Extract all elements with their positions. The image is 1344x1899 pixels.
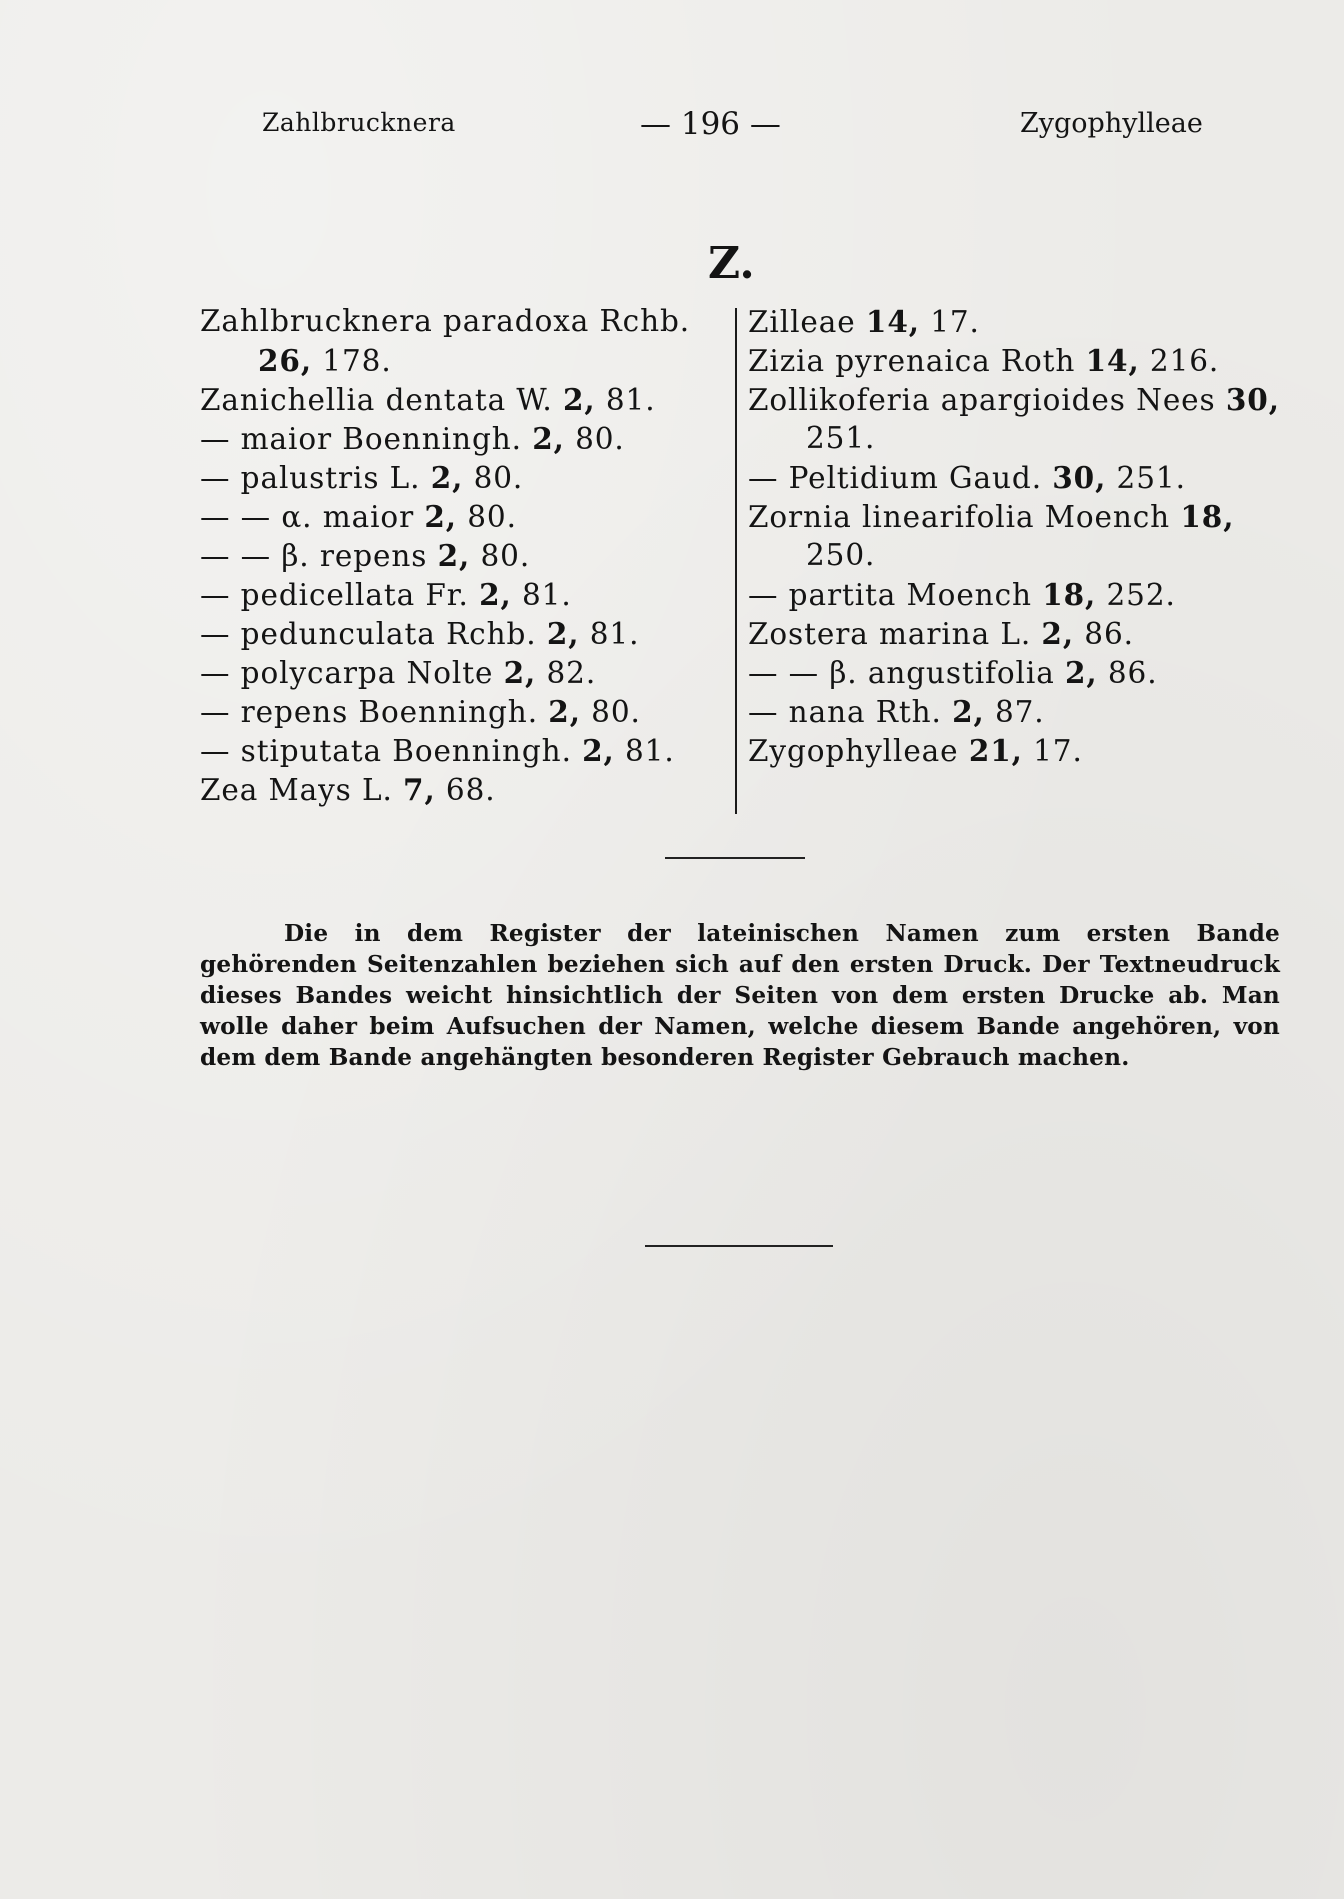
column-divider: [735, 308, 737, 814]
page-number: — 196 —: [640, 106, 781, 142]
index-entry: Zygophylleae 21, 17.: [748, 733, 1083, 768]
index-entry: — pedicellata Fr. 2, 81.: [200, 577, 572, 612]
index-entry: 251.: [806, 421, 876, 455]
index-entry: Zostera marina L. 2, 86.: [748, 616, 1134, 651]
index-entry: 250.: [806, 538, 876, 572]
running-header: [0, 108, 1344, 148]
index-entry: — repens Boenningh. 2, 80.: [200, 694, 641, 729]
index-column-right: [748, 302, 1280, 770]
index-entry: — Peltidium Gaud. 30, 251.: [748, 460, 1186, 495]
index-entry: Zanichellia dentata W. 2, 81.: [200, 382, 656, 417]
index-entry: Zollikoferia apargioides Nees 30,: [748, 382, 1280, 417]
index-entry: — palustris L. 2, 80.: [200, 460, 524, 495]
header-right-catchword: Zygophylleae: [1020, 108, 1203, 139]
index-entry: — pedunculata Rchb. 2, 81.: [200, 616, 640, 651]
index-entry: — polycarpa Nolte 2, 82.: [200, 655, 597, 690]
index-entry: — maior Boenningh. 2, 80.: [200, 421, 625, 456]
index-entry: — partita Moench 18, 252.: [748, 577, 1176, 612]
end-rule: [645, 1245, 833, 1247]
index-entry: 26, 178.: [258, 343, 392, 378]
index-entry: Zea Mays L. 7, 68.: [200, 772, 496, 807]
index-entry: Zornia linearifolia Moench 18,: [748, 499, 1235, 534]
footnote-paragraph: Die in dem Register der lateinischen Namen zum ersten Bande gehörenden Seitenzahlen beziehen sich auf den ersten Druck. Der Textneudruck dieses Bandes weicht hinsichtlich der Seiten von dem ersten Drucke ab. Man wolle daher beim Aufsuchen der Namen, welche diesem Bande angehören, von dem dem Bande angehängten besonderen Register Gebrauch machen.: [200, 920, 1280, 1072]
index-entry: — — β. angustifolia 2, 86.: [748, 655, 1158, 690]
index-entry: Zahlbrucknera paradoxa Rchb.: [200, 304, 691, 338]
index-entry: — stiputata Boenningh. 2, 81.: [200, 733, 675, 768]
header-left-catchword: Zahlbrucknera: [262, 108, 456, 137]
index-entry: Zizia pyrenaica Roth 14, 216.: [748, 343, 1220, 378]
section-heading: Z.: [708, 238, 755, 289]
index-entry: — — α. maior 2, 80.: [200, 499, 517, 534]
separator-rule: [665, 857, 805, 859]
index-entry: — nana Rth. 2, 87.: [748, 694, 1045, 729]
index-entry: — — β. repens 2, 80.: [200, 538, 531, 573]
index-entry: Zilleae 14, 17.: [748, 304, 980, 339]
index-column-left: [200, 302, 690, 809]
